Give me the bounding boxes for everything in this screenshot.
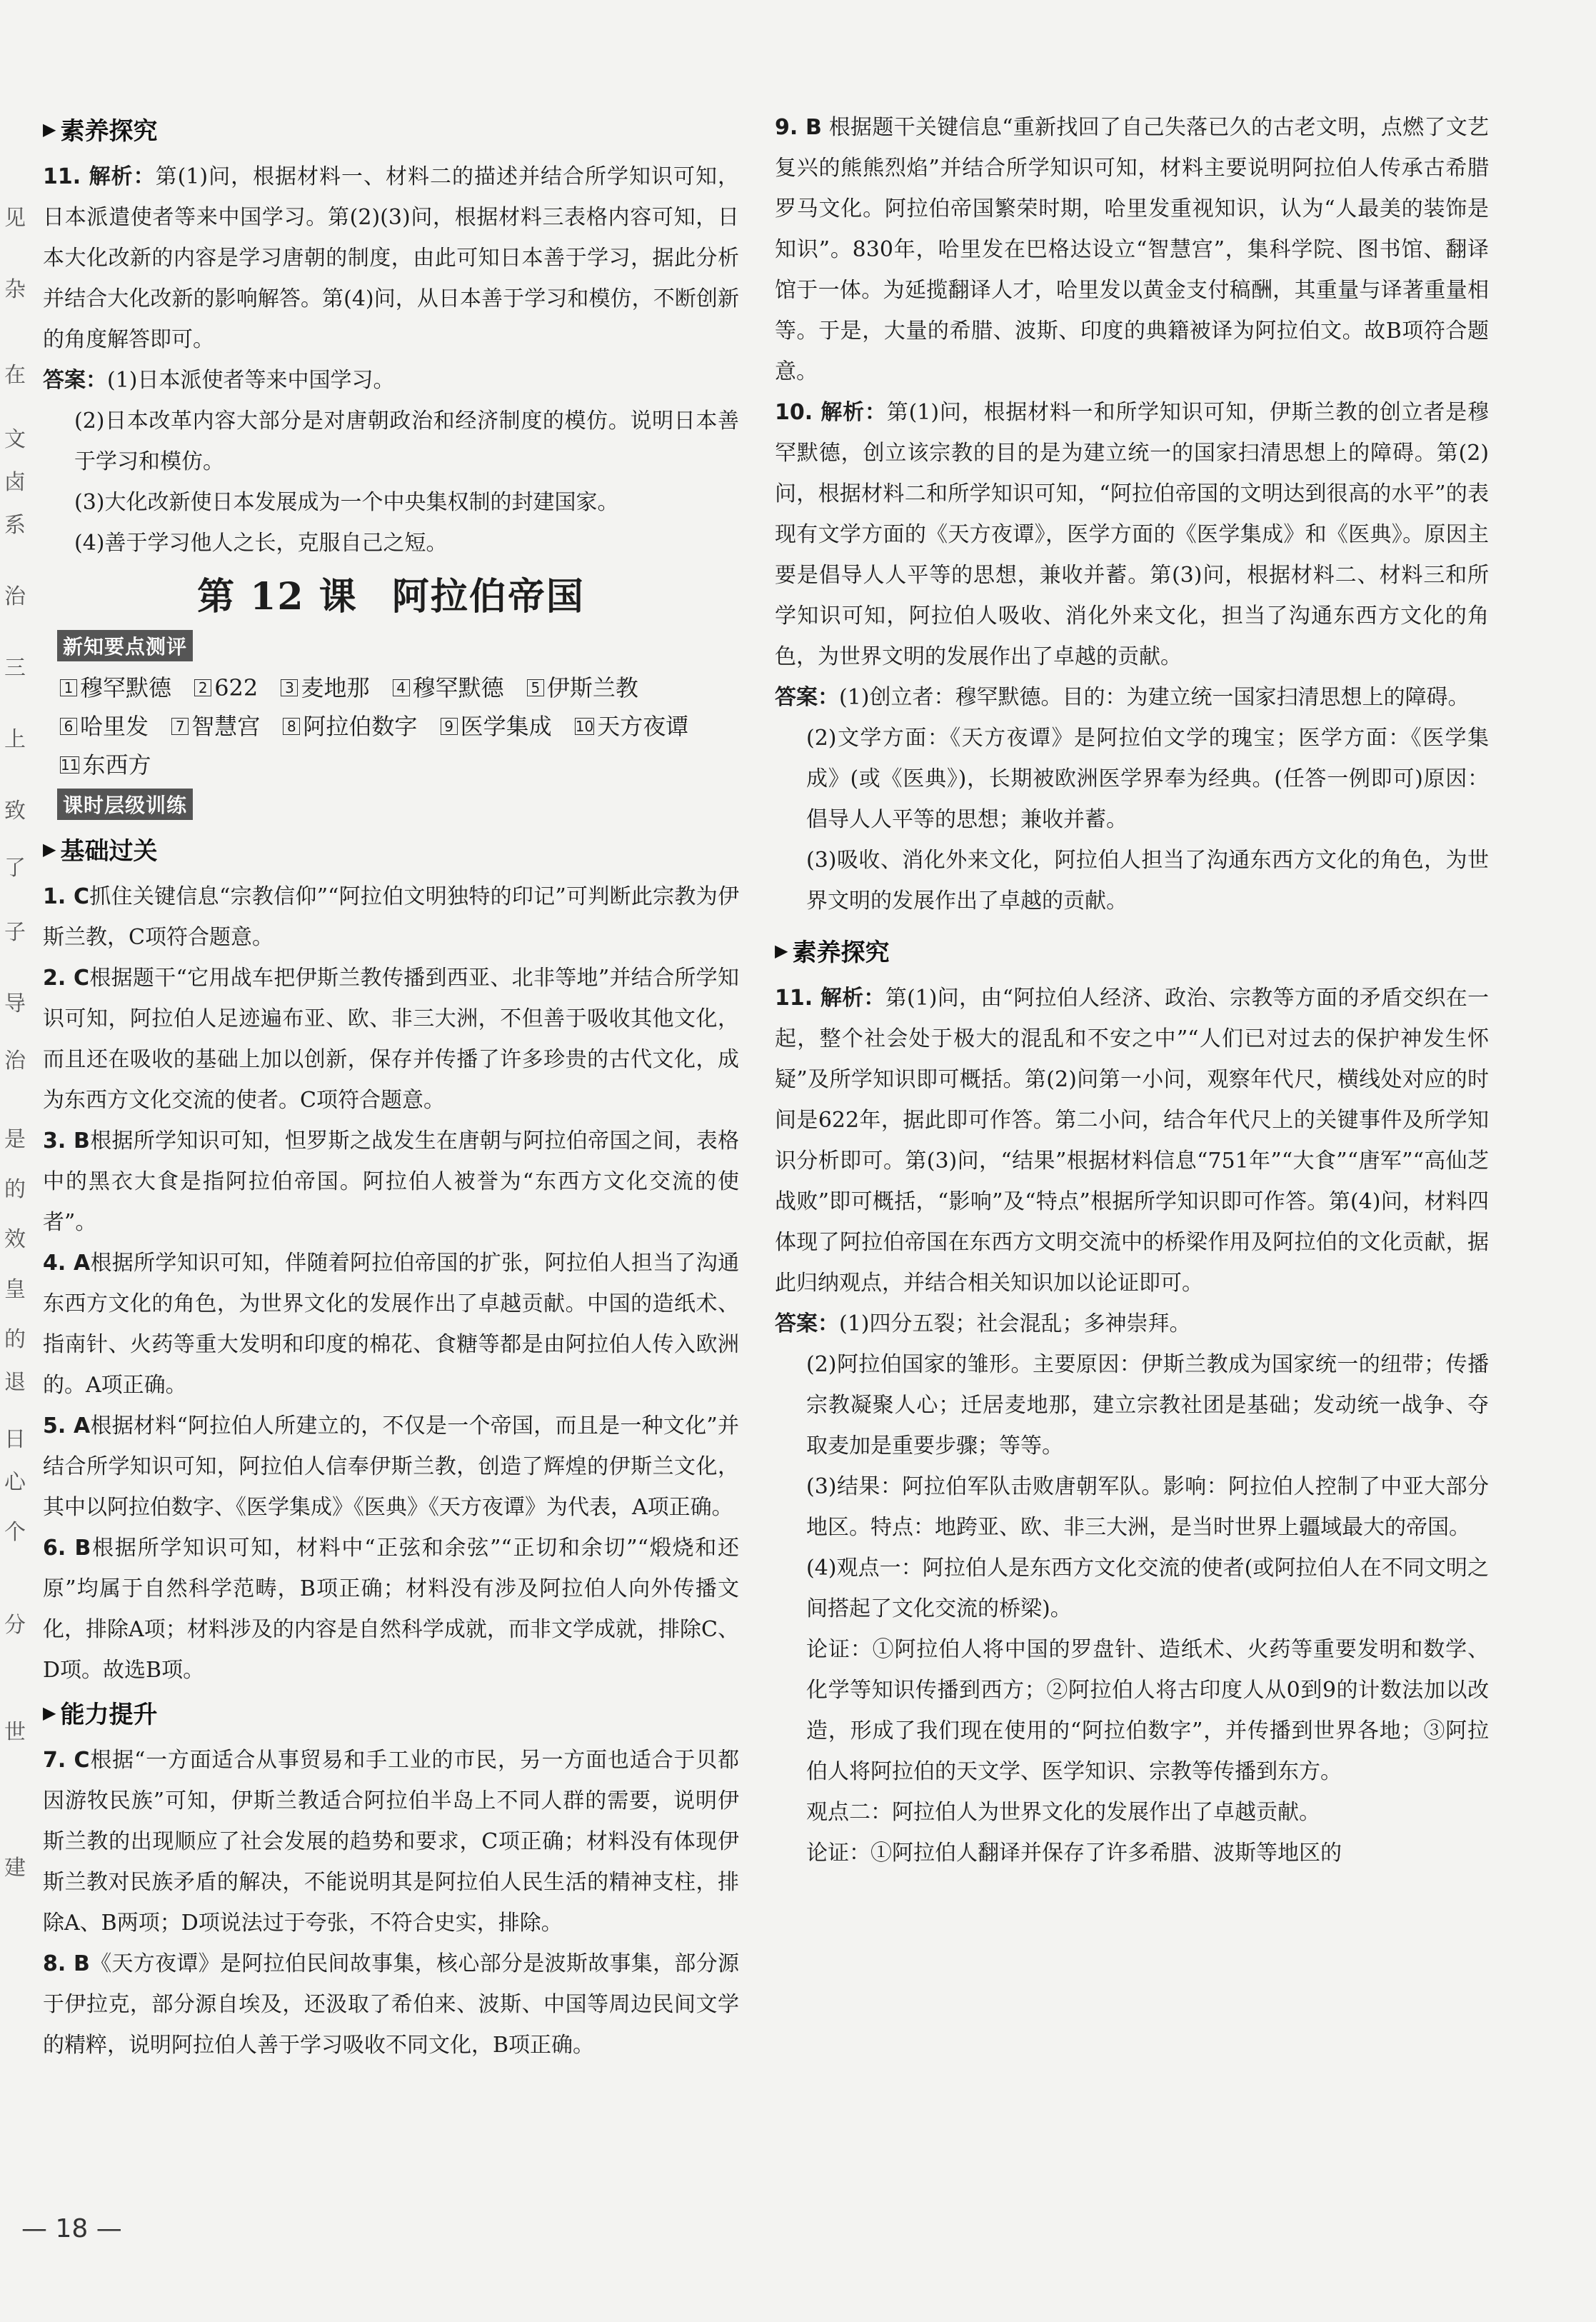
tag-class-training: 课时层级训练: [57, 789, 193, 820]
edge-fragment: 效: [4, 1227, 26, 1252]
edge-fragment: 建: [4, 1856, 26, 1881]
paragraph-text: 抓住关键信息“宗教信仰”“阿拉伯文明独特的印记”可判断此宗教为伊斯兰教，C项符合题意。: [43, 884, 739, 950]
paragraph: [43, 360, 739, 401]
paragraph: [775, 1833, 1489, 1873]
paragraph-text: (1)日本派使者等来中国学习。: [107, 368, 395, 393]
paragraph-text: (4)善于学习他人之长，克服自己之短。: [74, 531, 448, 556]
ability-questions: [43, 1740, 739, 2066]
question-11-block: [43, 156, 739, 564]
keyword-number: 10: [575, 718, 594, 735]
keyword-text: 天方夜谭: [597, 713, 689, 740]
keyword-item: [575, 713, 688, 740]
edge-fragment: 系: [4, 513, 26, 538]
keyword-number: 2: [194, 679, 211, 696]
paragraph-text: (1)创立者：穆罕默德。目的：为建立统一国家扫清思想上的障碍。: [839, 685, 1470, 710]
paragraph: [43, 1121, 739, 1243]
keyword-item: [60, 751, 151, 779]
edge-fragment: 的: [4, 1327, 26, 1352]
paragraph-text: 《天方夜谭》是阿拉伯民间故事集，核心部分是波斯故事集，部分源于伊拉克，部分源自埃及，还汲取了希伯来、波斯、中国等周边民间文学的精粹，说明阿拉伯人善于学习吸收不同文化，B项正确。: [43, 1951, 739, 2058]
paragraph: [43, 958, 739, 1121]
paragraph: [775, 677, 1489, 718]
paragraph-text: (4)观点一：阿拉伯人是东西方文化交流的使者(或阿拉伯人在不同文明之间搭起了文化交流的桥梁)。: [806, 1556, 1489, 1621]
paragraph-label: 答案：: [775, 1311, 839, 1336]
keyword-number: 7: [171, 718, 189, 735]
paragraph: [775, 1303, 1489, 1344]
keyword-number: 11: [61, 756, 79, 774]
edge-fragment: 的: [4, 1177, 26, 1202]
keyword-item: [60, 674, 171, 701]
keyword-item: [194, 674, 258, 701]
edge-fragment: 世: [4, 1720, 26, 1745]
section-title: 素养探究: [60, 117, 158, 146]
paragraph: [43, 482, 739, 523]
paragraph: [43, 401, 739, 482]
keyword-number: 5: [527, 679, 544, 696]
section-heading-literacy: [43, 111, 739, 146]
section-title: 能力提升: [60, 1701, 158, 1729]
edge-fragment: 杂: [4, 277, 26, 302]
paragraph: [775, 1629, 1489, 1792]
keyword-text: 智慧宫: [191, 713, 261, 740]
paragraph-label: 11. 解析：: [43, 164, 156, 189]
section-title: 素养探究: [792, 939, 890, 967]
paragraph: [43, 156, 739, 360]
paragraph-label: 3. B: [43, 1129, 90, 1154]
left-column: [43, 107, 739, 2066]
paragraph: [775, 1466, 1489, 1548]
paragraph: [775, 840, 1489, 921]
keyword-number: 4: [393, 679, 410, 696]
section-heading-ability: [43, 1695, 739, 1730]
paragraph: [775, 1548, 1489, 1629]
paragraph: [775, 978, 1489, 1303]
paragraph: [775, 718, 1489, 840]
keyword-text: 阿拉伯数字: [303, 713, 418, 740]
lesson-name: 阿拉伯帝国: [391, 575, 585, 619]
edge-fragment: 治: [4, 584, 26, 609]
keyword-item: [441, 713, 552, 740]
paragraph-label: 6. B: [43, 1536, 91, 1561]
edge-fragment: 文: [4, 427, 26, 452]
paragraph: [43, 1528, 739, 1691]
keyword-item: [281, 674, 369, 701]
keyword-text: 东西方: [82, 751, 151, 779]
paragraph-text: (3)大化改新使日本发展成为一个中央集权制的封建国家。: [74, 490, 619, 515]
edge-fragment: 是: [4, 1127, 26, 1152]
paragraph-label: 2. C: [43, 966, 90, 991]
paragraph-label: 答案：: [43, 368, 107, 393]
edge-fragment: 导: [4, 991, 26, 1016]
paragraph: [775, 1792, 1489, 1833]
right-column: [775, 107, 1489, 1873]
paragraph-text: 根据所学知识可知，材料中“正弦和余弦”“正切和余切”“煅烧和还原”均属于自然科学范畴，B项正确；材料没有涉及阿拉伯人向外传播文化，排除A项；材料涉及的内容是自然科学成就，而非文学成就，排除C、D项。故选B项。: [43, 1536, 739, 1683]
tag-knowledge-test: 新知要点测评: [57, 630, 193, 661]
paragraph-text: (3)结果：阿拉伯军队击败唐朝军队。影响：阿拉伯人控制了中亚大部分地区。特点：地跨亚、欧、非三大洲，是当时世界上疆域最大的帝国。: [806, 1474, 1489, 1540]
lesson-number: 第 12 课: [197, 575, 358, 619]
paragraph-text: 观点二：阿拉伯人为世界文化的发展作出了卓越贡献。: [806, 1800, 1320, 1825]
keyword-text: 穆罕默德: [80, 674, 172, 701]
paragraph-text: 论证：①阿拉伯人将中国的罗盘针、造纸术、火药等重要发明和数学、化学等知识传播到西方；②阿拉伯人将古印度人从0到9的计数法加以改造，形成了我们现在使用的“阿拉伯数字”，并传播到世界各地；③阿拉伯人将阿拉伯的天文学、医学知识、宗教等传播到东方。: [806, 1637, 1489, 1784]
keyword-item: [527, 674, 638, 701]
question-text: 根据题干关键信息“重新找回了自己失落已久的古老文明，点燃了文艺复兴的熊熊烈焰”并结合所学知识可知，材料主要说明阿拉伯人传承古希腊罗马文化。阿拉伯帝国繁荣时期，哈里发重视知识，认为“人最美的装饰是知识”。830年，哈里发在巴格达设立“智慧宫”，集科学院、图书馆、翻译馆于一体。为延揽翻译人才，哈里发以黄金支付稿酬，其重量与译著重量相等。于是，大量的希腊、波斯、印度的典籍被译为阿拉伯文。故B项符合题意。: [775, 115, 1489, 384]
keyword-text: 622: [214, 674, 259, 701]
edge-fragment: 皇: [4, 1277, 26, 1302]
edge-fragment: 退: [4, 1370, 26, 1395]
paragraph: [43, 876, 739, 958]
keyword-text: 麦地那: [301, 674, 370, 701]
paragraph-text: (1)四分五裂；社会混乱；多神崇拜。: [839, 1311, 1191, 1336]
section-title: 基础过关: [60, 837, 158, 866]
paragraph-text: 根据所学知识可知，伴随着阿拉伯帝国的扩张，阿拉伯人担当了沟通东西方文化的角色，为世界文化的发展作出了卓越贡献。中国的造纸术、指南针、火药等重大发明和印度的棉花、食糖等都是由阿拉伯人传入欧洲的。A项正确。: [43, 1251, 740, 1398]
paragraph-text: 根据题干“它用战车把伊斯兰教传播到西亚、北非等地”并结合所学知识可知，阿拉伯人足迹遍布亚、欧、非三大洲，不但善于吸收其他文化，而且还在吸收的基础上加以创新，保存并传播了许多珍贵的古代文化，成为东西方文化交流的使者。C项符合题意。: [43, 966, 739, 1113]
edge-fragment: 治: [4, 1049, 26, 1074]
lesson-title: [43, 566, 739, 620]
keyword-number: 8: [283, 718, 300, 735]
question-9: [775, 107, 1489, 392]
paragraph-label: 1. C: [43, 884, 90, 909]
keyword-number: 6: [60, 718, 77, 735]
keyword-text: 哈里发: [80, 713, 149, 740]
paragraph-label: 4. A: [43, 1251, 91, 1276]
keyword-text: 伊斯兰教: [546, 674, 638, 701]
paragraph-text: 根据材料“阿拉伯人所建立的，不仅是一个帝国，而且是一种文化”并结合所学知识可知，阿拉伯人信奉伊斯兰教，创造了辉煌的伊斯兰文化，其中以阿拉伯数字、《医学集成》《医典》《天方夜谭》为代表，A项正确。: [43, 1413, 739, 1520]
paragraph-text: 根据所学知识可知，怛罗斯之战发生在唐朝与阿拉伯帝国之间，表格中的黑衣大食是指阿拉伯帝国。阿拉伯人被誉为“东西方文化交流的使者”。: [43, 1129, 739, 1235]
edge-fragment: 日: [4, 1427, 26, 1452]
paragraph-label: 10. 解析：: [775, 400, 887, 425]
paragraph: [43, 523, 739, 564]
paragraph-label: 8. B: [43, 1951, 90, 1976]
triangle-icon: ▶: [43, 839, 56, 859]
paragraph: [775, 1344, 1489, 1466]
section-heading-basic: [43, 831, 739, 866]
keyword-item: [393, 674, 504, 701]
edge-fragment: 上: [4, 727, 26, 752]
paragraph-text: 论证：①阿拉伯人翻译并保存了许多希腊、波斯等地区的: [806, 1841, 1342, 1866]
triangle-icon: ▶: [775, 940, 788, 961]
keyword-number: 9: [441, 718, 458, 735]
keyword-item: [283, 713, 417, 740]
keyword-text: 穆罕默德: [412, 674, 504, 701]
keyword-text: 医学集成: [460, 713, 552, 740]
paragraph-text: 第(1)问，根据材料一、材料二的描述并结合所学知识可知，日本派遣使者等来中国学习。第(2)(3)问，根据材料三表格内容可知，日本大化改新的内容是学习唐朝的制度，由此可知日本善于学习，据此分析并结合大化改新的影响解答。第(4)问，从日本善于学习和模仿，不断创新的角度解答即可。: [43, 164, 739, 352]
triangle-icon: ▶: [43, 1702, 56, 1723]
edge-fragment: 见: [4, 206, 26, 231]
question-10-block: [775, 392, 1489, 921]
question-label: 9. B: [775, 115, 822, 140]
paragraph-text: 第(1)问，由“阿拉伯人经济、政治、宗教等方面的矛盾交织在一起，整个社会处于极大的混乱和不安之中”“人们已对过去的保护神发生怀疑”及所学知识即可概括。第(2)问第一小问，观察年代尺，横线处对应的时间是622年，据此即可作答。第二小问，结合年代尺上的关键事件及所学知识分析即可。第(3)问，“结果”根据材料信息“751年”“大食”“唐军”“高仙芝战败”即可概括，“影响”及“特点”根据所学知识即可作答。第(4)问，材料四体现了阿拉伯帝国在东西方文明交流中的桥梁作用及阿拉伯的文化贡献，据此归纳观点，并结合相关知识加以论证即可。: [775, 986, 1489, 1296]
edge-fragment: 了: [4, 856, 26, 881]
question-11-block-right: [775, 978, 1489, 1873]
keyword-number: 3: [281, 679, 298, 696]
paragraph-text: (2)文学方面：《天方夜谭》是阿拉伯文学的瑰宝；医学方面：《医学集成》(或《医典》)，长期被欧洲医学界奉为经典。(任答一例即可)原因：倡导人人平等的思想；兼收并蓄。: [806, 726, 1489, 832]
edge-fragment: 个: [4, 1520, 26, 1545]
paragraph-text: (2)阿拉伯国家的雏形。主要原因：伊斯兰教成为国家统一的纽带；传播宗教凝聚人心；迁居麦地那，建立宗教社团是基础；发动统一战争、夺取麦加是重要步骤；等等。: [806, 1352, 1489, 1458]
keyword-answers: [43, 669, 739, 784]
paragraph-text: (3)吸收、消化外来文化，阿拉伯人担当了沟通东西方文化的角色，为世界文明的发展作出了卓越的贡献。: [806, 848, 1489, 914]
edge-fragment: 在: [4, 363, 26, 388]
triangle-icon: ▶: [43, 119, 56, 139]
section-heading-literacy-2: [775, 933, 1489, 968]
paragraph-label: 7. C: [43, 1748, 90, 1773]
page-number: — 18 —: [21, 2214, 122, 2243]
paragraph-text: 根据“一方面适合从事贸易和手工业的市民，另一方面也适合于贝都因游牧民族”可知，伊斯兰教适合阿拉伯半岛上不同人群的需要，说明伊斯兰教的出现顺应了社会发展的趋势和要求，C项正确；材料没有体现伊斯兰教对民族矛盾的解决，不能说明其是阿拉伯人民生活的精神支柱，排除A、B两项；D项说法过于夸张，不符合史实，排除。: [43, 1748, 740, 1936]
paragraph: [43, 1243, 739, 1406]
paragraph-label: 答案：: [775, 685, 839, 710]
edge-fragment: 心: [4, 1470, 26, 1495]
paragraph: [43, 1406, 739, 1528]
keyword-item: [171, 713, 260, 740]
paragraph: [43, 1740, 739, 1943]
edge-fragment: 子: [4, 920, 26, 945]
paragraph: [775, 392, 1489, 677]
edge-fragment: 卤: [4, 470, 26, 495]
edge-fragment: 三: [4, 656, 26, 681]
paragraph-text: (2)日本改革内容大部分是对唐朝政治和经济制度的模仿。说明日本善于学习和模仿。: [74, 409, 739, 474]
keyword-item: [60, 713, 149, 740]
edge-fragment: 分: [4, 1613, 26, 1638]
keyword-number: 1: [60, 679, 77, 696]
paragraph: [43, 1943, 739, 2066]
paragraph-text: 第(1)问，根据材料一和所学知识可知，伊斯兰教的创立者是穆罕默德，创立该宗教的目的是为建立统一的国家扫清思想上的障碍。第(2)问，根据材料二和所学知识可知，“阿拉伯帝国的文明达到很高的水平”的表现有文学方面的《天方夜谭》，医学方面的《医学集成》和《医典》。原因主要是倡导人人平等的思想，兼收并蓄。第(3)问，根据材料二、材料三和所学知识可知，阿拉伯人吸收、消化外来文化，担当了沟通东西方文化的角色，为世界文明的发展作出了卓越的贡献。: [775, 400, 1489, 669]
paragraph-label: 11. 解析：: [775, 986, 885, 1011]
edge-fragment: 致: [4, 799, 26, 824]
basic-questions: [43, 876, 739, 1691]
paragraph-label: 5. A: [43, 1413, 91, 1438]
